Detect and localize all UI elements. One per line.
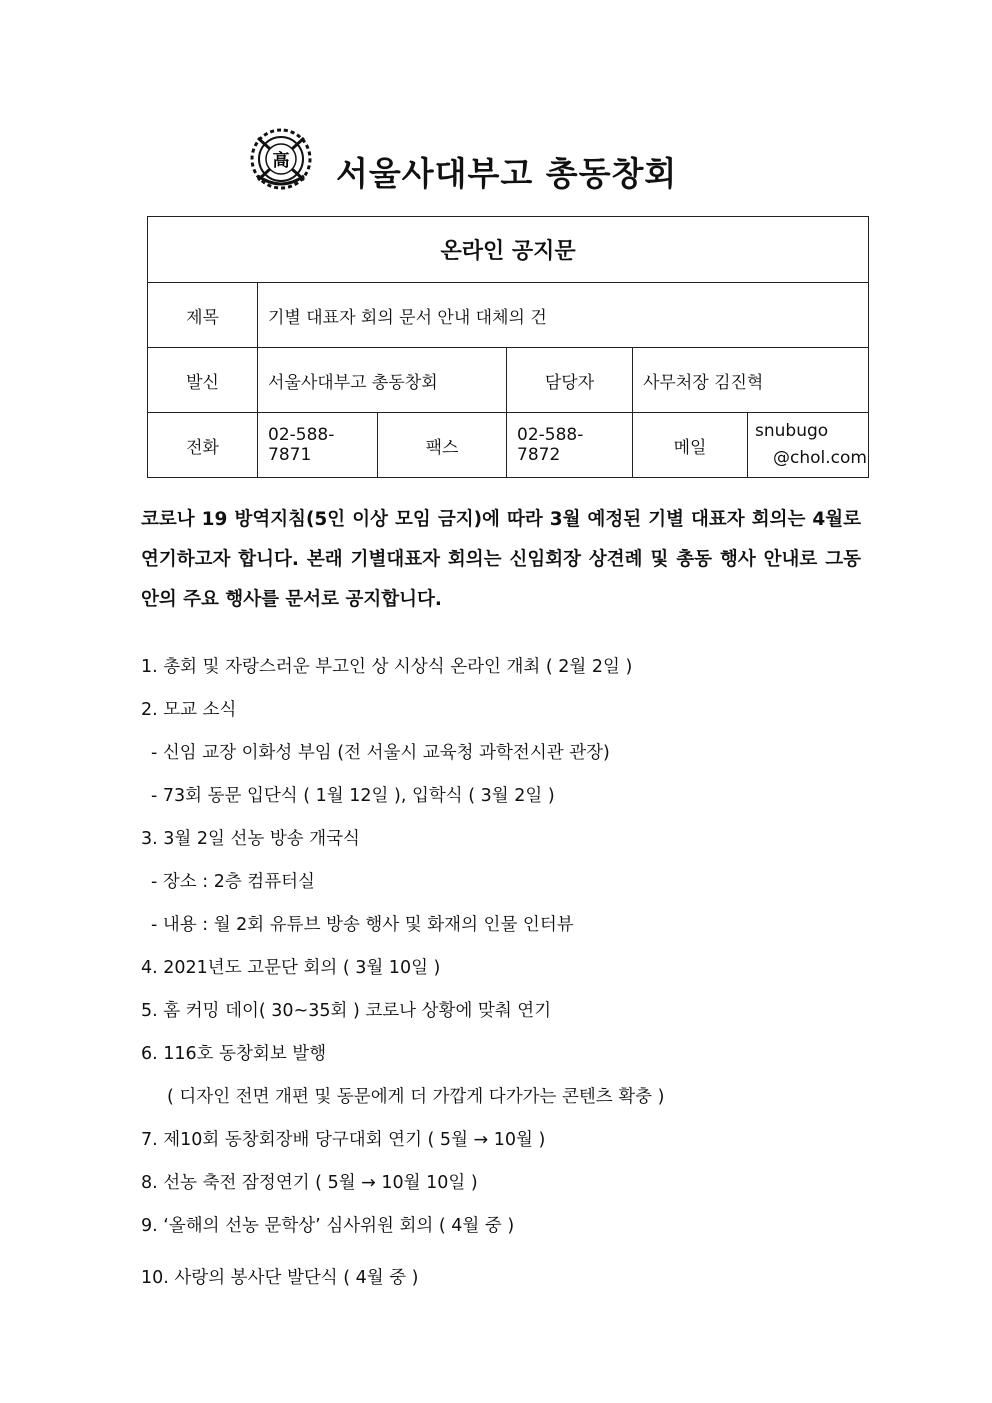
- contact-label: 담당자: [507, 348, 633, 413]
- list-item: 1. 총회 및 자랑스러운 부고인 상 시상식 온라인 개최 ( 2월 2일 ): [141, 657, 633, 677]
- list-item: 6. 116호 동창회보 발행: [141, 1044, 327, 1064]
- notice-info-table: [147, 216, 869, 478]
- mail-line-1: snubugo: [755, 421, 829, 441]
- sender-label: 발신: [148, 348, 258, 413]
- event-list: [141, 646, 901, 1300]
- list-item: - 신임 교장 이화성 부임 (전 서울시 교육청 과학전시관 관장): [151, 743, 610, 763]
- list-item: 7. 제10회 동창회장배 당구대회 연기 ( 5월 → 10월 ): [141, 1130, 546, 1150]
- contact-value: 사무처장 김진혁: [633, 348, 869, 413]
- phone-value: 02-588-7871: [258, 413, 378, 478]
- list-item: 4. 2021년도 고문단 회의 ( 3월 10일 ): [141, 958, 441, 978]
- fax-label: 팩스: [378, 413, 507, 478]
- mail-line-2: @chol.com: [773, 448, 867, 468]
- list-item: - 내용 : 월 2회 유튜브 방송 행사 및 화재의 인물 인터뷰: [151, 915, 574, 935]
- subject-label: 제목: [148, 283, 258, 348]
- document-header: [248, 122, 677, 195]
- list-item: 10. 사랑의 봉사단 발단식 ( 4월 중 ): [141, 1268, 419, 1288]
- list-item: 3. 3월 2일 선농 방송 개국식: [141, 829, 360, 849]
- notice-banner: 온라인 공지문: [148, 217, 869, 283]
- list-item: - 73회 동문 입단식 ( 1월 12일 ), 입학식 ( 3월 2일 ): [151, 786, 555, 806]
- list-item: 9. ‘올해의 선농 문학상’ 심사위원 회의 ( 4월 중 ): [141, 1216, 515, 1236]
- phone-label: 전화: [148, 413, 258, 478]
- mail-label: 메일: [633, 413, 748, 478]
- fax-value: 02-588-7872: [507, 413, 633, 478]
- school-emblem-icon: [248, 126, 314, 192]
- mail-value: [748, 413, 869, 478]
- list-item: 8. 선농 축전 잠정연기 ( 5월 → 10월 10일 ): [141, 1173, 478, 1193]
- sender-value: 서울사대부고 총동창회: [258, 348, 507, 413]
- list-item: ( 디자인 전면 개편 및 동문에게 더 가깝게 다가가는 콘텐츠 확충 ): [167, 1087, 665, 1107]
- org-title: 서울사대부고 총동창회: [336, 154, 678, 193]
- subject-value: 기별 대표자 회의 문서 안내 대체의 건: [258, 283, 869, 348]
- list-item: - 장소 : 2층 컴퓨터실: [151, 872, 315, 892]
- intro-paragraph: 코로나 19 방역지침(5인 이상 모임 금지)에 따라 3월 예정된 기별 대표자 회의는 4월로 연기하고자 합니다. 본래 기별대표자 회의는 신임회장 상견례 및 총동 행사 안내로 그동안의 주요 행사를 문서로 공지합니다.: [141, 509, 861, 610]
- list-item: 2. 모교 소식: [141, 700, 237, 720]
- list-item: 5. 홈 커밍 데이( 30~35회 ) 코로나 상황에 맞춰 연기: [141, 1001, 552, 1021]
- svg-text:高: 高: [272, 150, 290, 171]
